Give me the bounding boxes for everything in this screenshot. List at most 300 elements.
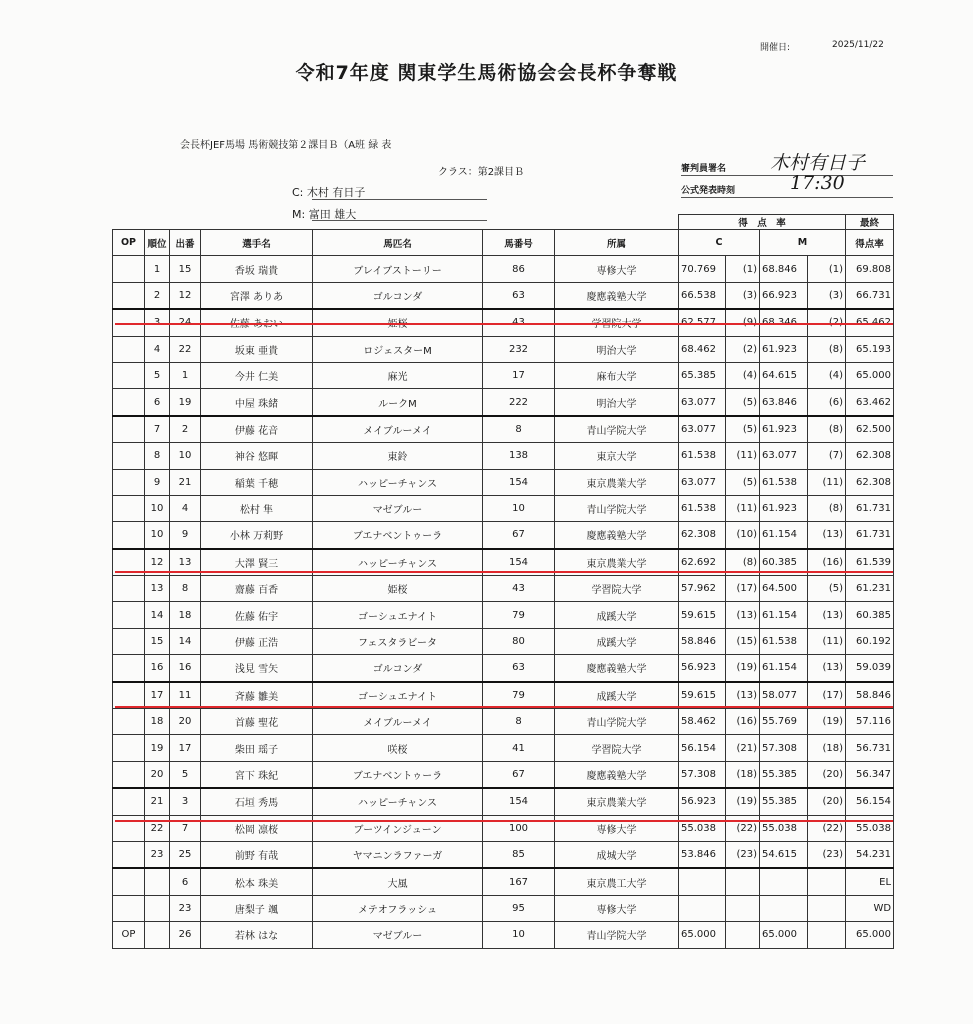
final-score-cell: WD [846, 895, 894, 921]
horse-number-cell: 8 [483, 416, 555, 443]
rider-cell: 神谷 悠暉 [201, 443, 313, 469]
c-score-cell: 56.923 [679, 655, 726, 682]
horse-cell: ブエナベントゥーラ [313, 522, 483, 549]
m-score-cell: 63.077 [760, 443, 808, 469]
rider-cell: 齋藤 百香 [201, 576, 313, 602]
m-score-cell: 64.500 [760, 576, 808, 602]
table-row [113, 895, 894, 921]
m-rank-cell: (13) [808, 522, 846, 549]
horse-number-cell: 10 [483, 495, 555, 521]
rank-cell: 4 [145, 336, 170, 362]
m-rank-cell: (11) [808, 469, 846, 495]
c-score-cell: 55.038 [679, 815, 726, 841]
final-score-cell: 56.731 [846, 735, 894, 761]
horse-number-cell: 167 [483, 868, 555, 895]
op-cell [113, 841, 145, 868]
horse-number-cell: 79 [483, 682, 555, 709]
table-row [113, 788, 894, 815]
horse-number-cell: 154 [483, 549, 555, 576]
table-row [113, 868, 894, 895]
op-cell [113, 389, 145, 416]
final-score-cell: 66.731 [846, 282, 894, 309]
m-score-cell: 55.385 [760, 761, 808, 788]
horse-number-cell: 17 [483, 362, 555, 388]
rank-cell: 21 [145, 788, 170, 815]
m-score-cell: 61.923 [760, 495, 808, 521]
c-score-cell: 61.538 [679, 495, 726, 521]
rank-cell [145, 922, 170, 948]
c-score-cell: 65.000 [679, 922, 726, 948]
horse-cell: ハッピーチャンス [313, 469, 483, 495]
final-score-cell: 59.039 [846, 655, 894, 682]
horse-cell: ゴーシュエナイト [313, 682, 483, 709]
op-cell [113, 443, 145, 469]
c-score-cell: 58.846 [679, 628, 726, 654]
rank-cell: 1 [145, 256, 170, 282]
rank-cell: 8 [145, 443, 170, 469]
op-cell [113, 256, 145, 282]
rider-cell: 坂東 亜貴 [201, 336, 313, 362]
affiliation-cell: 成蹊大学 [555, 682, 679, 709]
horse-number-cell: 85 [483, 841, 555, 868]
table-row [113, 709, 894, 735]
rider-cell: 今井 仁美 [201, 362, 313, 388]
horse-number-cell: 67 [483, 522, 555, 549]
rider-cell: 松岡 凛桜 [201, 815, 313, 841]
c-rank-cell: (21) [726, 735, 760, 761]
c-rank-cell: (18) [726, 761, 760, 788]
rider-cell: 柴田 瑶子 [201, 735, 313, 761]
op-header: OP [113, 230, 145, 256]
op-cell [113, 336, 145, 362]
c-score-cell: 59.615 [679, 682, 726, 709]
c-score-cell: 57.962 [679, 576, 726, 602]
horse-cell: 麻光 [313, 362, 483, 388]
c-rank-cell [726, 895, 760, 921]
bib-cell: 15 [170, 256, 201, 282]
c-score-cell: 63.077 [679, 416, 726, 443]
table-row [113, 443, 894, 469]
c-rank-cell: (5) [726, 389, 760, 416]
m-rank-cell: (11) [808, 628, 846, 654]
table-row [113, 576, 894, 602]
m-rank-cell: (4) [808, 362, 846, 388]
rank-cell: 15 [145, 628, 170, 654]
c-rank-cell: (13) [726, 682, 760, 709]
horse-cell: ハッピーチャンス [313, 549, 483, 576]
affiliation-cell: 東京農業大学 [555, 788, 679, 815]
horse-number-header: 馬番号 [483, 230, 555, 256]
horse-cell: ヤマニンラファーガ [313, 841, 483, 868]
rider-cell: 稲葉 千穂 [201, 469, 313, 495]
m-rank-cell: (13) [808, 655, 846, 682]
op-cell [113, 788, 145, 815]
rank-cell [145, 868, 170, 895]
rank-cell: 14 [145, 602, 170, 628]
table-row [113, 362, 894, 388]
judge-signature-label: 審判員署名 [681, 164, 727, 174]
horse-number-cell: 232 [483, 336, 555, 362]
bib-cell: 14 [170, 628, 201, 654]
rank-cell: 9 [145, 469, 170, 495]
announcement-time-underline [681, 197, 893, 198]
op-cell [113, 895, 145, 921]
horse-number-cell: 43 [483, 576, 555, 602]
m-score-cell: 61.538 [760, 469, 808, 495]
m-rank-cell: (7) [808, 443, 846, 469]
m-rank-cell: (8) [808, 336, 846, 362]
c-rank-cell: (15) [726, 628, 760, 654]
c-rank-cell: (4) [726, 362, 760, 388]
table-row [113, 522, 894, 549]
rider-cell: 伊藤 花音 [201, 416, 313, 443]
m-rank-cell: (16) [808, 549, 846, 576]
c-score-cell: 57.308 [679, 761, 726, 788]
horse-header: 馬匹名 [313, 230, 483, 256]
rider-cell: 浅見 雪矢 [201, 655, 313, 682]
m-score-cell: 64.615 [760, 362, 808, 388]
m-rank-cell: (23) [808, 841, 846, 868]
bib-cell: 19 [170, 389, 201, 416]
c-rank-cell: (2) [726, 336, 760, 362]
m-score-cell: 63.846 [760, 389, 808, 416]
announcement-time: 17:30 [790, 172, 845, 194]
affiliation-header: 所属 [555, 230, 679, 256]
c-rank-cell: (19) [726, 655, 760, 682]
c-rank-cell: (13) [726, 602, 760, 628]
rider-cell: 中屋 珠緒 [201, 389, 313, 416]
rank-cell [145, 895, 170, 921]
final-score-cell: 60.385 [846, 602, 894, 628]
affiliation-cell: 成蹊大学 [555, 628, 679, 654]
m-score-cell: 58.077 [760, 682, 808, 709]
rider-cell: 唐梨子 颯 [201, 895, 313, 921]
horse-number-cell: 154 [483, 469, 555, 495]
horse-cell: メイブルーメイ [313, 709, 483, 735]
m-score-cell: 61.154 [760, 602, 808, 628]
rank-cell: 13 [145, 576, 170, 602]
bib-cell: 10 [170, 443, 201, 469]
table-row [113, 628, 894, 654]
horse-number-cell: 63 [483, 655, 555, 682]
c-rank-cell: (17) [726, 576, 760, 602]
op-cell [113, 655, 145, 682]
horse-number-cell: 95 [483, 895, 555, 921]
rank-cell: 16 [145, 655, 170, 682]
m-rank-cell: (18) [808, 735, 846, 761]
final-score-cell: 54.231 [846, 841, 894, 868]
c-rank-cell: (5) [726, 469, 760, 495]
m-score-cell: 61.923 [760, 336, 808, 362]
class-label: クラス：第2課目Ｂ [438, 167, 525, 178]
m-score-cell: 55.038 [760, 815, 808, 841]
rider-cell: 伊藤 正浩 [201, 628, 313, 654]
bib-cell: 2 [170, 416, 201, 443]
event-description: 会長杯JEF馬場 馬術競技第２課目Ｂ（A班 緑 表 [180, 140, 392, 151]
final-score-cell: 61.731 [846, 495, 894, 521]
horse-number-cell: 80 [483, 628, 555, 654]
m-score-cell: 68.846 [760, 256, 808, 282]
m-rank-cell: (3) [808, 282, 846, 309]
affiliation-cell: 東京農業大学 [555, 549, 679, 576]
bib-cell: 20 [170, 709, 201, 735]
bib-cell: 21 [170, 469, 201, 495]
affiliation-cell: 明治大学 [555, 336, 679, 362]
m-rank-cell: (5) [808, 576, 846, 602]
op-cell [113, 735, 145, 761]
c-rank-cell: (8) [726, 549, 760, 576]
horse-cell: マゼブルー [313, 495, 483, 521]
rider-header: 選手名 [201, 230, 313, 256]
c-rank-cell [726, 922, 760, 948]
bib-cell: 16 [170, 655, 201, 682]
op-cell: OP [113, 922, 145, 948]
m-score-cell: 54.615 [760, 841, 808, 868]
c-score-cell: 63.077 [679, 389, 726, 416]
c-score-cell: 62.692 [679, 549, 726, 576]
m-score-header: M [760, 230, 846, 256]
c-rank-cell: (22) [726, 815, 760, 841]
c-score-cell: 58.462 [679, 709, 726, 735]
table-row [113, 735, 894, 761]
rider-cell: 松本 珠美 [201, 868, 313, 895]
affiliation-cell: 成城大学 [555, 841, 679, 868]
m-score-cell: 60.385 [760, 549, 808, 576]
table-row [113, 282, 894, 309]
op-cell [113, 282, 145, 309]
bib-cell: 18 [170, 602, 201, 628]
op-cell [113, 495, 145, 521]
bib-cell: 8 [170, 576, 201, 602]
affiliation-cell: 慶應義塾大学 [555, 655, 679, 682]
rider-cell: 前野 有哉 [201, 841, 313, 868]
affiliation-cell: 青山学院大学 [555, 416, 679, 443]
horse-cell: 東鈴 [313, 443, 483, 469]
m-score-cell: 61.154 [760, 522, 808, 549]
c-score-cell: 70.769 [679, 256, 726, 282]
m-score-cell [760, 868, 808, 895]
final-score-cell: 62.500 [846, 416, 894, 443]
table-row [113, 682, 894, 709]
rank-cell: 6 [145, 389, 170, 416]
rank-cell: 18 [145, 709, 170, 735]
bib-cell: 23 [170, 895, 201, 921]
date-label: 開催日: [760, 43, 791, 53]
m-rank-cell: (20) [808, 788, 846, 815]
table-row [113, 922, 894, 948]
horse-number-cell: 10 [483, 922, 555, 948]
bib-cell: 12 [170, 282, 201, 309]
score-rate-header: 得 点 率 [679, 215, 846, 230]
horse-cell: 咲桜 [313, 735, 483, 761]
bib-cell: 7 [170, 815, 201, 841]
op-cell [113, 522, 145, 549]
rider-cell: 小林 万莉野 [201, 522, 313, 549]
table-row [113, 469, 894, 495]
final-score-cell: 55.038 [846, 815, 894, 841]
rider-cell: 香坂 瑞貴 [201, 256, 313, 282]
rank-cell: 7 [145, 416, 170, 443]
judge-c-underline [312, 199, 487, 200]
m-score-cell: 61.923 [760, 416, 808, 443]
rank-cell: 10 [145, 495, 170, 521]
bib-cell: 26 [170, 922, 201, 948]
final-score-cell: EL [846, 868, 894, 895]
final-score-cell: 69.808 [846, 256, 894, 282]
c-score-cell: 66.538 [679, 282, 726, 309]
final-score-cell: 60.192 [846, 628, 894, 654]
horse-number-cell: 63 [483, 282, 555, 309]
rider-cell: 大澤 賢三 [201, 549, 313, 576]
rank-cell: 20 [145, 761, 170, 788]
horse-cell: ロジェスターM [313, 336, 483, 362]
cutoff-line-top11 [115, 571, 893, 573]
affiliation-cell: 青山学院大学 [555, 495, 679, 521]
c-score-cell: 56.154 [679, 735, 726, 761]
rider-cell: 斉藤 雛美 [201, 682, 313, 709]
rank-cell: 19 [145, 735, 170, 761]
rank-cell: 23 [145, 841, 170, 868]
bib-cell: 5 [170, 761, 201, 788]
final-score-cell: 57.116 [846, 709, 894, 735]
judge-signature-underline [681, 175, 893, 176]
horse-number-cell: 41 [483, 735, 555, 761]
horse-cell: メイブルーメイ [313, 416, 483, 443]
final-score-cell: 61.731 [846, 522, 894, 549]
op-cell [113, 469, 145, 495]
horse-cell: ハッピーチャンス [313, 788, 483, 815]
op-cell [113, 628, 145, 654]
c-score-cell: 65.385 [679, 362, 726, 388]
horse-number-cell: 222 [483, 389, 555, 416]
c-rank-cell: (11) [726, 443, 760, 469]
table-row [113, 336, 894, 362]
table-row [113, 602, 894, 628]
final-header-top: 最終 [846, 215, 894, 230]
final-score-cell: 65.000 [846, 922, 894, 948]
table-row [113, 495, 894, 521]
c-rank-cell: (11) [726, 495, 760, 521]
bib-cell: 11 [170, 682, 201, 709]
bib-cell: 1 [170, 362, 201, 388]
horse-cell: メテオフラッシュ [313, 895, 483, 921]
op-cell [113, 761, 145, 788]
table-row [113, 841, 894, 868]
m-score-cell: 61.538 [760, 628, 808, 654]
cutoff-line-top16 [115, 706, 893, 708]
op-cell [113, 602, 145, 628]
c-score-cell: 53.846 [679, 841, 726, 868]
c-rank-cell: (5) [726, 416, 760, 443]
bib-cell: 25 [170, 841, 201, 868]
affiliation-cell: 学習院大学 [555, 735, 679, 761]
horse-number-cell: 79 [483, 602, 555, 628]
c-score-cell [679, 895, 726, 921]
affiliation-cell: 専修大学 [555, 256, 679, 282]
final-header-bottom: 得点率 [846, 230, 894, 256]
final-score-cell: 65.000 [846, 362, 894, 388]
c-score-cell: 63.077 [679, 469, 726, 495]
horse-number-cell: 100 [483, 815, 555, 841]
c-rank-cell: (1) [726, 256, 760, 282]
m-rank-cell: (8) [808, 495, 846, 521]
horse-cell: 姫桜 [313, 576, 483, 602]
final-score-cell: 56.347 [846, 761, 894, 788]
m-rank-cell: (6) [808, 389, 846, 416]
c-rank-cell: (16) [726, 709, 760, 735]
horse-number-cell: 67 [483, 761, 555, 788]
rank-cell: 5 [145, 362, 170, 388]
bib-header: 出番 [170, 230, 201, 256]
horse-cell: フェスタラビータ [313, 628, 483, 654]
rider-cell: 宮下 珠紀 [201, 761, 313, 788]
horse-cell: ゴルコンダ [313, 655, 483, 682]
op-cell [113, 362, 145, 388]
judge-m-name: M: 富田 雄大 [292, 208, 357, 221]
affiliation-cell: 東京農業大学 [555, 469, 679, 495]
m-score-cell: 66.923 [760, 282, 808, 309]
rank-cell: 12 [145, 549, 170, 576]
m-rank-cell [808, 868, 846, 895]
judge-c-name: C: 木村 有日子 [292, 186, 366, 199]
affiliation-cell: 明治大学 [555, 389, 679, 416]
affiliation-cell: 専修大学 [555, 815, 679, 841]
final-score-cell: 62.308 [846, 443, 894, 469]
affiliation-cell: 成蹊大学 [555, 602, 679, 628]
table-row [113, 761, 894, 788]
c-score-cell: 62.308 [679, 522, 726, 549]
m-rank-cell: (20) [808, 761, 846, 788]
m-score-cell: 55.769 [760, 709, 808, 735]
cutoff-line-top20 [115, 820, 893, 822]
m-score-cell: 61.154 [760, 655, 808, 682]
final-score-cell: 63.462 [846, 389, 894, 416]
rider-cell: 松村 隼 [201, 495, 313, 521]
m-rank-cell [808, 895, 846, 921]
horse-number-cell: 138 [483, 443, 555, 469]
announcement-time-label: 公式発表時刻 [681, 186, 736, 196]
horse-cell: ルークM [313, 389, 483, 416]
affiliation-cell: 東京大学 [555, 443, 679, 469]
rank-cell: 17 [145, 682, 170, 709]
c-score-cell: 61.538 [679, 443, 726, 469]
c-score-cell: 56.923 [679, 788, 726, 815]
rider-cell: 佐藤 佑宇 [201, 602, 313, 628]
table-row [113, 389, 894, 416]
bib-cell: 3 [170, 788, 201, 815]
op-cell [113, 416, 145, 443]
bib-cell: 6 [170, 868, 201, 895]
affiliation-cell: 慶應義塾大学 [555, 522, 679, 549]
table-row [113, 655, 894, 682]
bib-cell: 22 [170, 336, 201, 362]
date-value: 2025/11/22 [832, 40, 884, 50]
affiliation-cell: 青山学院大学 [555, 922, 679, 948]
rider-cell: 石垣 秀馬 [201, 788, 313, 815]
affiliation-cell: 慶應義塾大学 [555, 282, 679, 309]
judge-signature: 木村有日子 [770, 152, 866, 174]
affiliation-cell: 学習院大学 [555, 576, 679, 602]
rank-cell: 10 [145, 522, 170, 549]
c-score-cell: 68.462 [679, 336, 726, 362]
op-cell [113, 576, 145, 602]
bib-cell: 4 [170, 495, 201, 521]
bib-cell: 9 [170, 522, 201, 549]
op-cell [113, 868, 145, 895]
horse-number-cell: 154 [483, 788, 555, 815]
rider-cell: 首藤 聖花 [201, 709, 313, 735]
horse-number-cell: 86 [483, 256, 555, 282]
